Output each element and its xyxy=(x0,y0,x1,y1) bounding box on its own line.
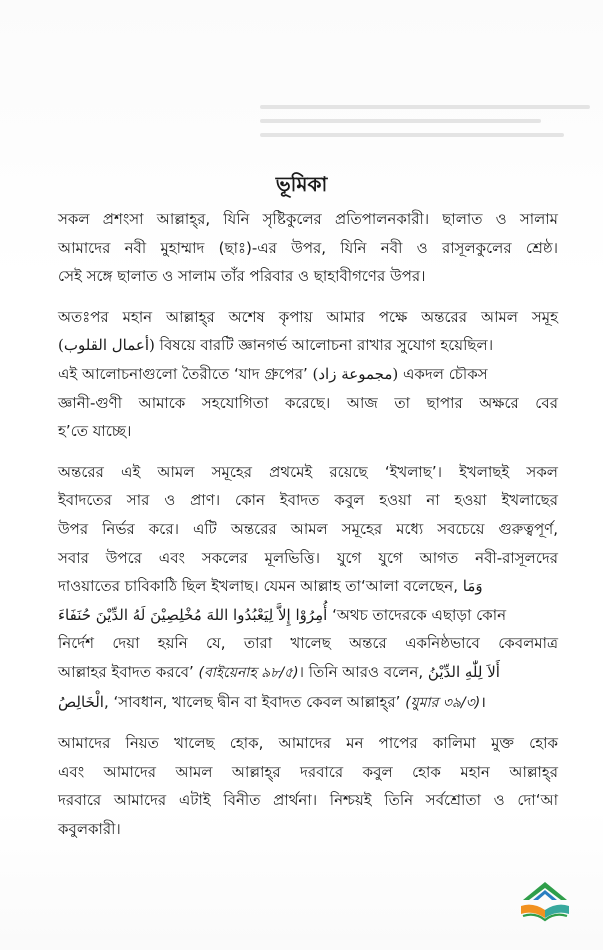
p2-line-2 xyxy=(58,331,558,360)
citation-zumar: (যুমার ৩৯/৩) xyxy=(405,694,481,711)
p3-line-6-text: ‘অথচ তাদেরকে এছাড়া কোন xyxy=(327,605,507,624)
paragraph-3 xyxy=(58,458,558,717)
publisher-logo-icon xyxy=(515,878,575,926)
paragraph-2 xyxy=(58,303,558,446)
page-title: ভূমিকা xyxy=(275,172,328,196)
paragraph-4 xyxy=(58,729,558,843)
paragraph-1 xyxy=(58,205,558,291)
p3-line-8 xyxy=(58,658,558,688)
body-text xyxy=(58,205,558,855)
p1-line-2: আমাদের নবী মুহাম্মাদ (ছাঃ)-এর উপর, যিনি নবী ও রাসূলকুলের শ্রেষ্ঠ। xyxy=(58,238,558,257)
p2-line-3 xyxy=(58,360,558,389)
arabic-quote-bayyinah: أُمِرُوْا إِلاَّ لِيَعْبُدُوا اللهَ مُخْلِصِيْنَ لَهُ الدِّيْنَ حُنَفَاءَ xyxy=(58,605,328,624)
show-through-text xyxy=(260,95,590,150)
p2-line-2-text: বিষয়ে বারটি জ্ঞানগর্ভ আলোচনা রাখার সুযোগ হয়েছিল। xyxy=(154,336,494,355)
p3-line-2: ইবাদতের সার ও প্রাণ। কোন ইবাদত কবুল হওয়া না হওয়া ইখলাছের xyxy=(58,491,558,510)
p3-line-6 xyxy=(58,601,558,630)
p2-line-5: হ’তে যাচ্ছে। xyxy=(58,422,132,441)
arabic-term-zad-group: (مجموعة زاد) xyxy=(312,364,399,383)
p3-line-9 xyxy=(58,688,558,718)
arabic-term-amal-qulub: (أعمال القلوب) xyxy=(58,336,155,355)
p2-line-1: অতঃপর মহান আল্লাহ্‌র অশেষ কৃপায় আমার পক্ষে অন্তরের আমল সমূহ xyxy=(58,307,558,326)
citation-bayyinah: (বাইয়েনাহ ৯৮/৫) xyxy=(198,664,299,681)
p3-line-5-text: দাওয়াতের চাবিকাঠি ছিল ইখলাছ। যেমন আল্লাহ তা‘আলা বলেছেন, xyxy=(58,577,463,596)
arabic-quote-start: وَمَا xyxy=(462,577,483,596)
p2-line-4: জ্ঞানী-গুণী আমাকে সহযোগিতা করেছে। আজ তা ছাপার অক্ষরে বের xyxy=(58,393,558,412)
arabic-quote-zumar-1: أَلاَ لِلّٰهِ الدِّيْنُ xyxy=(427,662,500,681)
p3-line-3: উপর নির্ভর করে। এটি অন্তরের আমল সমূহের মধ্যে সবচেয়ে গুরুত্বপূর্ণ, xyxy=(58,519,558,538)
p1-line-1: সকল প্রশংসা আল্লাহ্‌র, যিনি সৃষ্টিকুলের প্রতিপালনকারী। ছালাত ও সালাম xyxy=(58,210,558,228)
arabic-quote-zumar-2: الْخَالِصُ xyxy=(58,692,104,711)
p2-line-3-a: এই আলোচনাগুলো তৈরীতে ‘যাদ গ্রুপের’ xyxy=(58,364,313,383)
p4-line-3: দরবারে আমাদের এটাই বিনীত প্রার্থনা। নিশ্চয়ই তিনি সর্বশ্রোতা ও দো‘আ xyxy=(58,791,558,810)
p3-line-5 xyxy=(58,572,558,601)
p2-line-3-b: একদল চৌকস xyxy=(398,364,488,383)
p3-line-7: নির্দেশ দেয়া হয়নি যে, তারা খালেছ অন্তরে একনিষ্ঠভাবে কেবলমাত্র xyxy=(58,634,558,653)
p3-line-9-end: । xyxy=(480,692,486,711)
p3-line-9-text: , ‘সাবধান, খালেছ দ্বীন বা ইবাদত কেবল আল্লাহ্‌র’ xyxy=(103,692,406,711)
p3-line-4: সবার উপরে এবং সকলের মূলভিত্তি। যুগে যুগে আগত নবী-রাসূলদের xyxy=(58,548,558,567)
p4-line-2: এবং আমাদের আমল আল্লাহ্‌র দরবারে কবুল হোক মহান আল্লাহ্‌র xyxy=(58,762,558,781)
p3-line-1: অন্তরের এই আমল সমূহের প্রথমেই রয়েছে ‘ইখলাছ’। ইখলাছই সকল xyxy=(58,462,558,481)
p3-line-8-text2: । তিনি আরও বলেন, xyxy=(298,662,428,681)
p1-line-3: সেই সঙ্গে ছালাত ও সালাম তাঁর পরিবার ও ছাহাবীগণের উপর। xyxy=(58,267,426,286)
p4-line-4: কবুলকারী। xyxy=(58,819,121,838)
p3-line-8-text: আল্লাহর ইবাদত করবে’ xyxy=(58,662,199,681)
p4-line-1: আমাদের নিয়ত খালেছ হোক, আমাদের মন পাপের কালিমা মুক্ত হোক xyxy=(58,734,558,753)
